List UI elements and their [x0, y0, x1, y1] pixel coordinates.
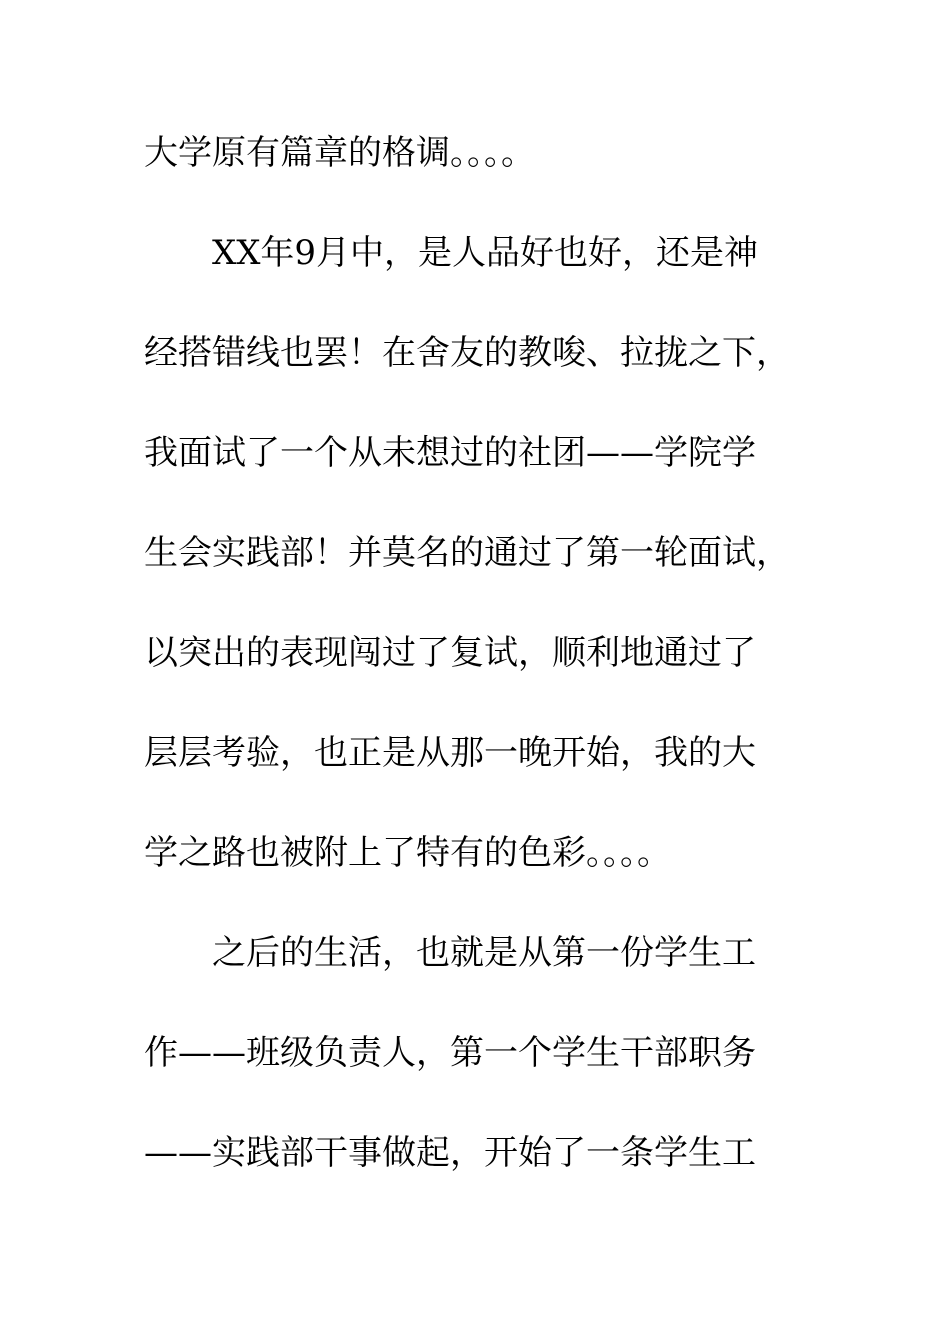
text-line-2: XX年9月中，是人品好也好，还是神	[212, 233, 759, 273]
text-line-6: 以突出的表现闯过了复试，顺利地通过了	[144, 633, 756, 673]
text-line-4: 我面试了一个从未想过的社团——学院学	[144, 433, 756, 473]
text-line-7: 层层考验，也正是从那一晚开始，我的大	[144, 733, 756, 773]
text-line-1: 大学原有篇章的格调。。。。	[144, 133, 535, 173]
text-line-10: 作——班级负责人，第一个学生干部职务	[144, 1033, 756, 1073]
text-line-5: 生会实践部！并莫名的通过了第一轮面试，	[144, 533, 790, 573]
text-line-9: 之后的生活，也就是从第一份学生工	[212, 933, 756, 973]
text-line-8: 学之路也被附上了特有的色彩。。。。	[144, 833, 671, 873]
text-line-3: 经搭错线也罢！在舍友的教唆、拉拢之下，	[144, 333, 790, 373]
text-line-11: ——实践部干事做起，开始了一条学生工	[144, 1133, 756, 1173]
